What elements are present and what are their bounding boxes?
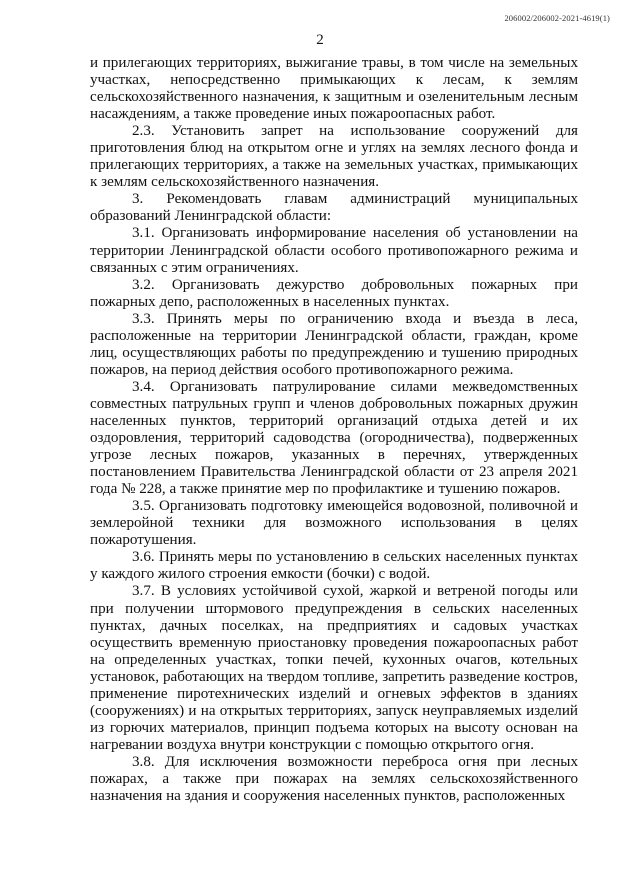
paragraph-3-3: 3.3. Принять меры по ограничению входа и въезда в леса, расположенные на территории Ленинградской области, граждан, кроме лиц, осуществляющих работы по предупреждению и тушению природных пожаров, на период действия особого противопожарного режима. (90, 310, 578, 378)
paragraph-3-1: 3.1. Организовать информирование населения об установлении на территории Ленинградской области особого противопожарного режима и связанных с этим ограничениях. (90, 225, 578, 276)
paragraph-3-7: 3.7. В условиях устойчивой сухой, жаркой и ветреной погоды или при получении штормового предупреждения в сельских населенных пунктах, дачных поселках, на предприятиях и садовых участках осуществить временную приостановку проведения пожароопасных работ на определенных участках, топки печей, кухонных очагов, котельных установок, работающих на твердом топливе, запретить разведение костров, применение пиротехнических изделий и огневых эффектов в зданиях (сооружениях) и на открытых территориях, запуск неуправляемых изделий из горючих материалов, принцип подъема которых на высоту основан на нагревании воздуха внутри конструкции с помощью открытого огня. (90, 583, 578, 753)
page-number: 2 (316, 32, 324, 48)
paragraph-3-2: 3.2. Организовать дежурство добровольных пожарных при пожарных депо, расположенных в населенных пунктах. (90, 276, 578, 310)
paragraph-continuation: и прилегающих территориях, выжигание травы, в том числе на земельных участках, непосредственно примыкающих к лесам, к землям сельскохозяйственного назначения, к защитным и озеленительным лесным насаждениям, а также проведение иных пожароопасных работ. (90, 55, 578, 123)
document-number: 206002/206002-2021-4619(1) (504, 13, 610, 23)
paragraph-3: 3. Рекомендовать главам администраций муниципальных образований Ленинградской области: (90, 191, 578, 225)
document-body (90, 55, 578, 805)
paragraph-3-6: 3.6. Принять меры по установлению в сельских населенных пунктах у каждого жилого строения емкости (бочки) с водой. (90, 549, 578, 583)
paragraph-2-3: 2.3. Установить запрет на использование сооружений для приготовления блюд на открытом огне и углях на землях лесного фонда и прилегающих территориях, а также на земельных участках, примыкающих к землям сельскохозяйственного назначения. (90, 123, 578, 191)
paragraph-3-5: 3.5. Организовать подготовку имеющейся водовозной, поливочной и землеройной техники для возможного использования в целях пожаротушения. (90, 498, 578, 549)
paragraph-3-4: 3.4. Организовать патрулирование силами межведомственных совместных патрульных групп и членов добровольных пожарных дружин населенных пунктов, территорий организаций отдыха детей и их оздоровления, территорий садоводства (огородничества), подверженных угрозе лесных пожаров, указанных в перечнях, утвержденных постановлением Правительства Ленинградской области от 23 апреля 2021 года № 228, а также принятие мер по профилактике и тушению пожаров. (90, 378, 578, 498)
paragraph-3-8: 3.8. Для исключения возможности переброса огня при лесных пожарах, а также при пожарах на землях сельскохозяйственного назначения на здания и сооружения населенных пунктов, расположенных (90, 753, 578, 805)
